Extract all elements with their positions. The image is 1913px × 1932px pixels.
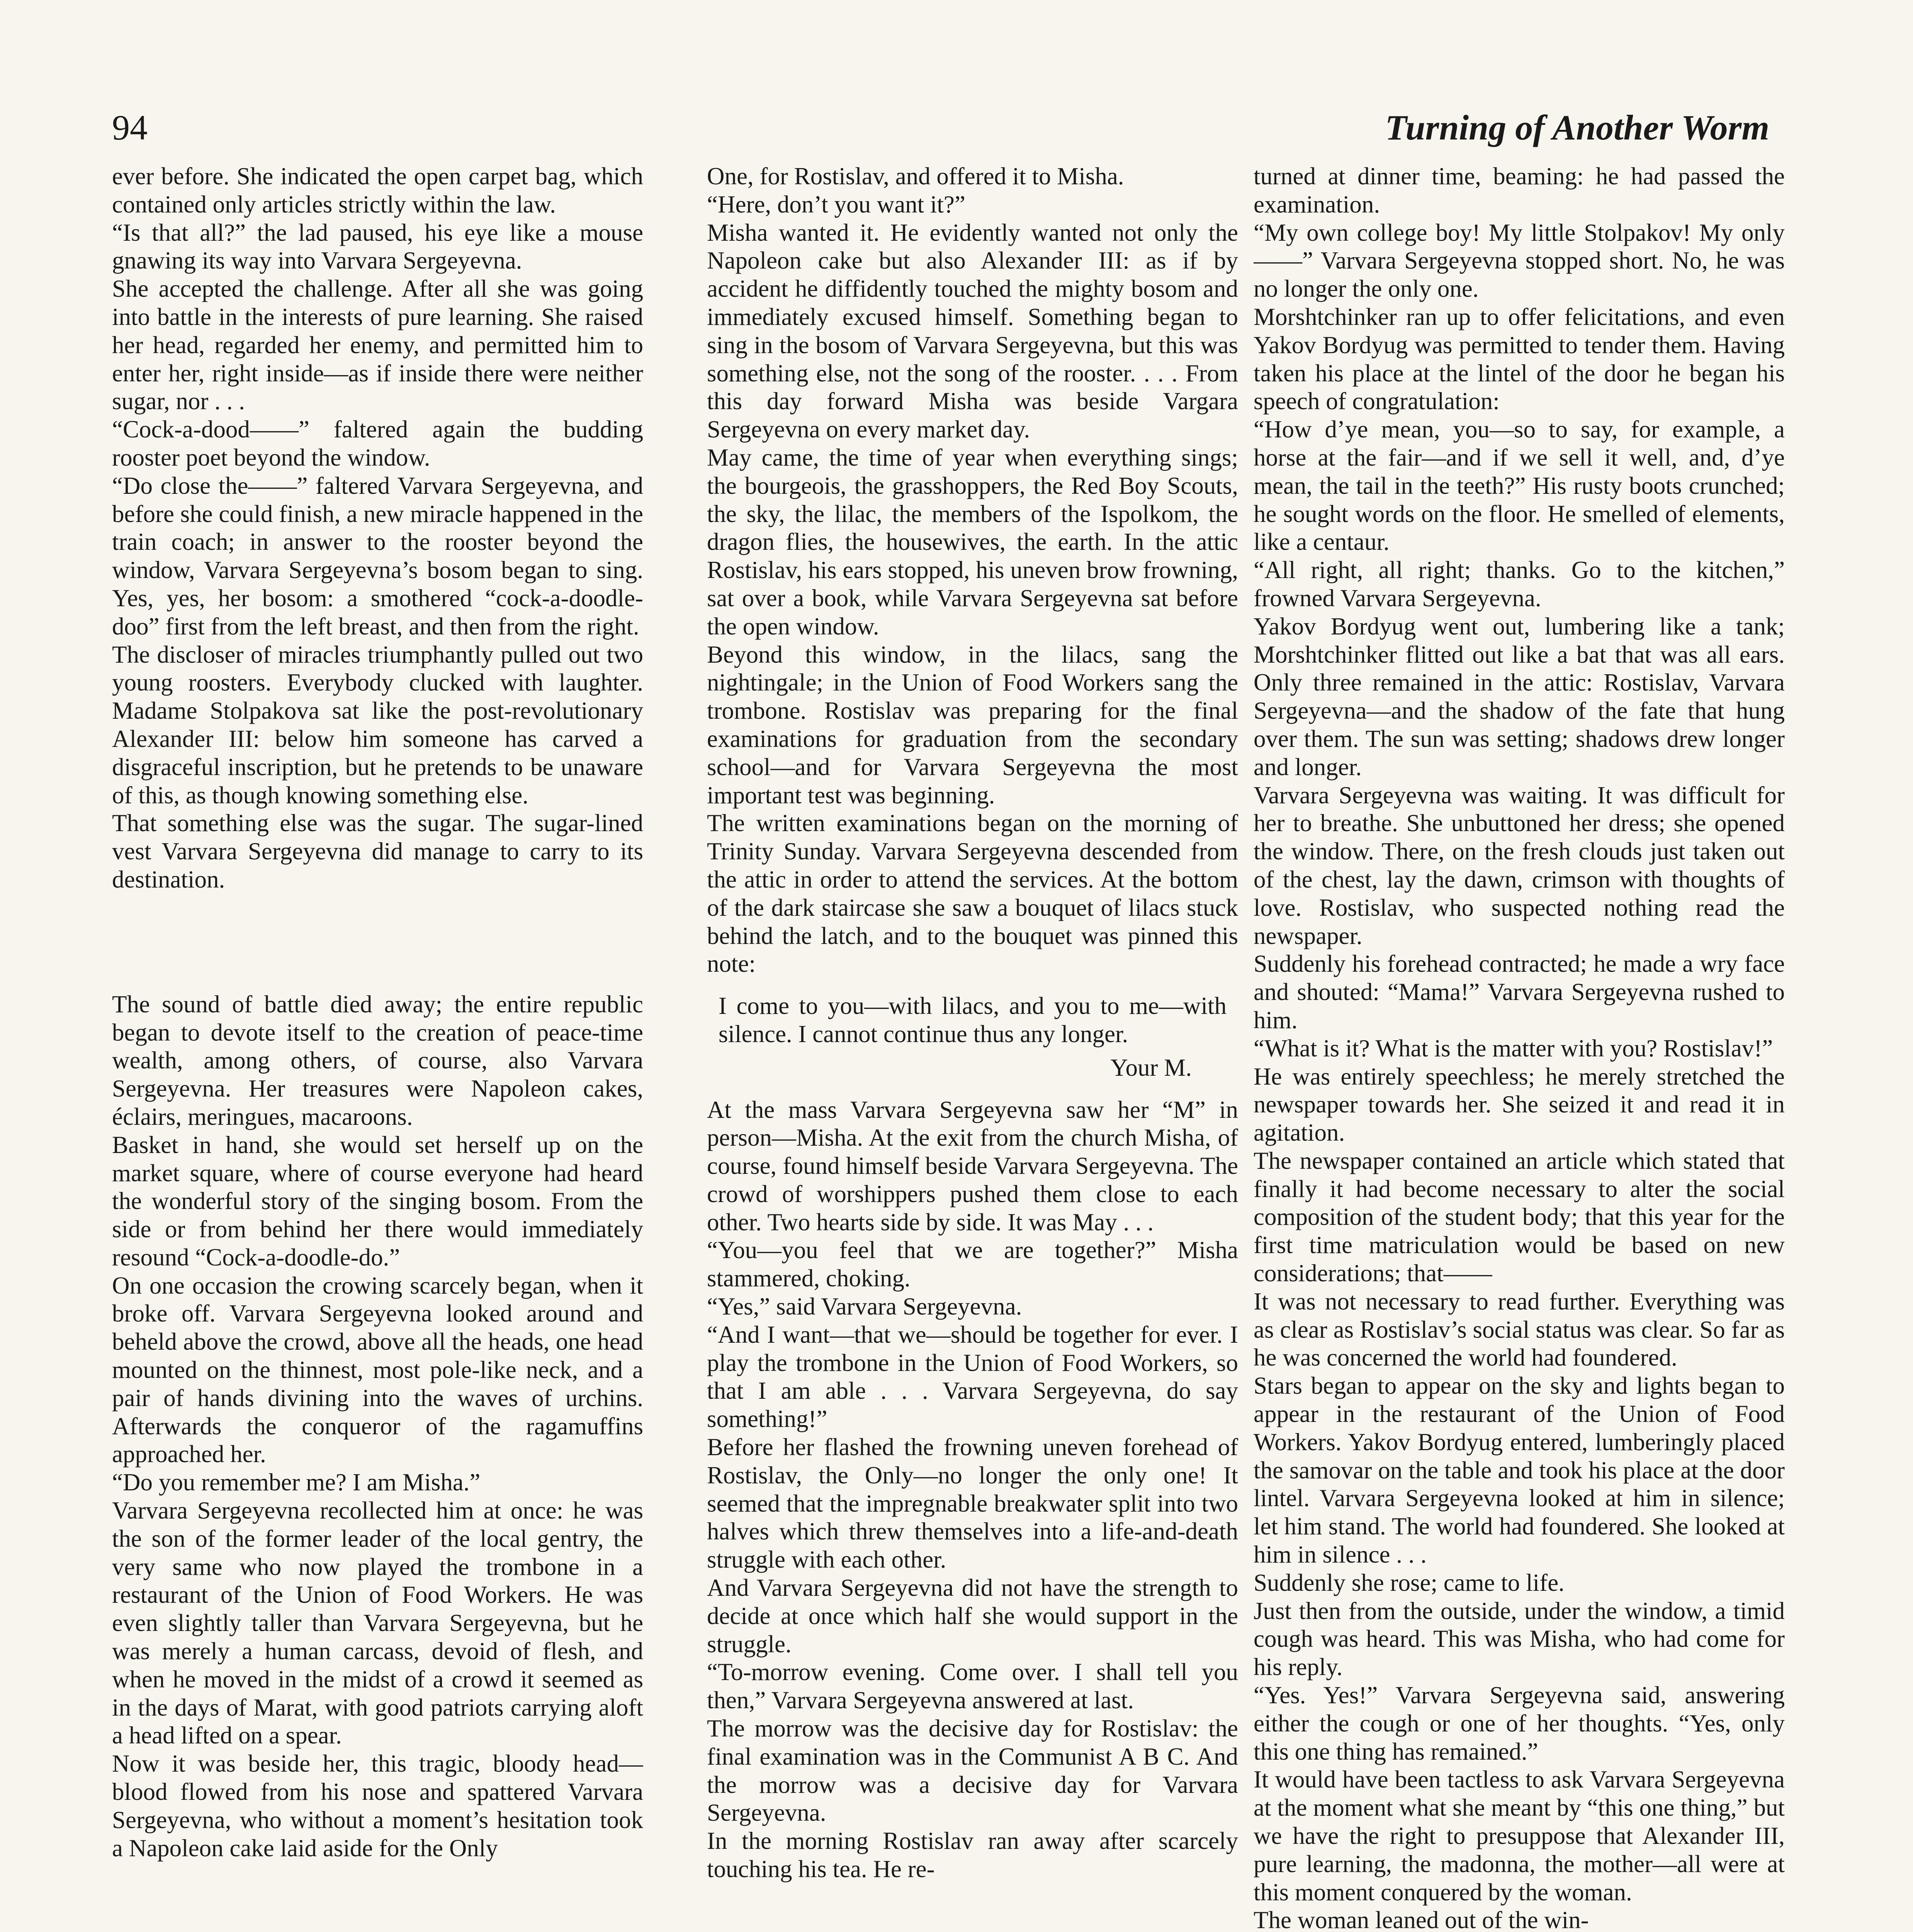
paragraph: “Do you remember me? I am Misha.” xyxy=(112,1469,481,1496)
paragraph: Stars began to appear on the sky and lights began to appear in the restaurant of the Union of Food Workers. Yakov Bordyug entered, lumberingly placed the samovar on the table and took his place at the door lintel. Varvara Sergeyevna looked at him in silence; let him stand. The world had foundered. She looked at him in silence . . . xyxy=(1254,1372,1785,1568)
paragraph: “Cock-a-dood——” faltered again the budding rooster poet beyond the window. xyxy=(112,416,643,471)
paragraph: The newspaper contained an article which stated that finally it had become necessary to alter the social composition of the student body; that this year for the first time matriculation would be based on new considerations; that—— xyxy=(1254,1147,1785,1287)
paragraph: “Here, don’t you want it?” xyxy=(707,190,965,218)
running-title: Turning of Another Worm xyxy=(1385,108,1769,147)
text-column-2 xyxy=(707,162,1238,1932)
paragraph: “And I want—that we—should be together for ever. I play the trombone in the Union of Food Workers, so that I am able . . . Varvara Sergeyevna, do say something!” xyxy=(707,1321,1238,1433)
paragraph: “Yes,” said Varvara Sergeyevna. xyxy=(707,1293,1022,1320)
paragraph: “Is that all?” the lad paused, his eye like a mouse gnawing its way into Varvara Sergeyevna. xyxy=(112,219,643,274)
paragraph: The written examinations began on the morning of Trinity Sunday. Varvara Sergeyevna descended from the attic in order to attend the services. At the bottom of the dark staircase she saw a bouquet of lilacs stuck behind the latch, and to the bouquet was pinned this note: xyxy=(707,810,1238,978)
paragraph: Varvara Sergeyevna recollected him at once: he was the son of the former leader of the local gentry, the very same who now played the trombone in a restaurant of the Union of Food Workers. He was even slightly taller than Varvara Sergeyevna, but he was merely a human carcass, devoid of flesh, and when he moved in the midst of a crowd it seemed as in the days of Marat, with good patriots carrying aloft a head lifted on a spear. xyxy=(112,1497,643,1749)
page-number: 94 xyxy=(112,108,148,147)
paragraph: Morshtchinker ran up to offer felicitations, and even Yakov Bordyug was permitted to tender them. Having taken his place at the lintel of the door he began his speech of congratulation: xyxy=(1254,303,1785,415)
paragraph: “Yes. Yes!” Varvara Sergeyevna said, answering either the cough or one of her thoughts. “Yes, only this one thing has remained.” xyxy=(1254,1682,1785,1765)
paragraph: She accepted the challenge. After all she was going into battle in the interests of pure learning. She raised her head, regarded her enemy, and permitted him to enter her, right inside—as if inside there were neither sugar, nor . . . xyxy=(112,275,643,415)
paragraph: One, for Rostislav, and offered it to Misha. xyxy=(707,163,1124,190)
paragraph: At the mass Varvara Sergeyevna saw her “M” in person—Misha. At the exit from the church Misha, of course, found himself beside Varvara Sergeyevna. The crowd of worshippers pushed them close to each other. Two hearts side by side. It was May . . . xyxy=(707,1096,1238,1236)
paragraph: And Varvara Sergeyevna did not have the strength to decide at once which half she would support in the struggle. xyxy=(707,1574,1238,1658)
paragraph: “To-morrow evening. Come over. I shall tell you then,” Varvara Sergeyevna answered at last. xyxy=(707,1658,1238,1714)
section-break xyxy=(112,894,643,990)
paragraph: On one occasion the crowing scarcely began, when it broke off. Varvara Sergeyevna looked around and beheld above the crowd, above all the heads, one head mounted on the thinnest, most pole-like neck, and a pair of hands divining into the waves of urchins. Afterwards the conqueror of the ragamuffins approached her. xyxy=(112,1272,643,1468)
paragraph: “Do close the——” faltered Varvara Sergeyevna, and before she could finish, a new miracle happened in the train coach; in answer to the rooster beyond the window, Varvara Sergeyevna’s bosom began to sing. Yes, yes, her bosom: a smothered “cock-a-doodle-doo” first from the left breast, and then from the right. xyxy=(112,472,643,640)
paragraph: turned at dinner time, beaming: he had passed the examination. xyxy=(1254,163,1785,218)
paragraph: Basket in hand, she would set herself up on the market square, where of course everyone had heard the wonderful story of the singing bosom. From the side or from behind her there would immediately resound “Cock-a-doodle-do.” xyxy=(112,1131,643,1271)
paragraph: He was entirely speechless; he merely stretched the newspaper towards her. She seized it and read it in agitation. xyxy=(1254,1063,1785,1146)
paragraph: It was not necessary to read further. Everything was as clear as Rostislav’s social status was clear. So far as he was concerned the world had foundered. xyxy=(1254,1287,1785,1371)
paragraph: Varvara Sergeyevna was waiting. It was difficult for her to breathe. She unbuttoned her dress; she opened the window. There, on the fresh clouds just taken out of the chest, lay the dawn, crimson with thoughts of love. Rostislav, who suspected nothing read the newspaper. xyxy=(1254,781,1785,949)
paragraph: The sound of battle died away; the entire republic began to devote itself to the creation of peace-time wealth, among others, of course, also Varvara Sergeyevna. Her treasures were Napoleon cakes, éclairs, meringues, macaroons. xyxy=(112,990,643,1130)
note-signature: Your M. xyxy=(1110,1054,1192,1081)
paragraph: That something else was the sugar. The sugar-lined vest Varvara Sergeyevna did manage to carry to its destination. xyxy=(112,810,643,893)
paragraph: “You—you feel that we are together?” Misha stammered, choking. xyxy=(707,1236,1238,1292)
text-column-1 xyxy=(112,162,643,1932)
lilac-note xyxy=(707,992,1238,1082)
note-text: I come to you—with lilacs, and you to me—with silence. I cannot continue thus any longer. xyxy=(719,992,1227,1048)
paragraph: Yakov Bordyug went out, lumbering like a tank; Morshtchinker flitted out like a bat that was all ears. Only three remained in the attic: Rostislav, Varvara Sergeyevna—and the shadow of the fate that hung over them. The sun was setting; shadows drew longer and longer. xyxy=(1254,612,1785,781)
paragraph: May came, the time of year when everything sings; the bourgeois, the grasshoppers, the Red Boy Scouts, the sky, the lilac, the members of the Ispolkom, the dragon flies, the housewives, the earth. In the attic Rostislav, his ears stopped, his uneven brow frowning, sat over a book, while Varvara Sergeyevna sat before the open window. xyxy=(707,444,1238,640)
paragraph: “All right, all right; thanks. Go to the kitchen,” frowned Varvara Sergeyevna. xyxy=(1254,556,1785,612)
paragraph: Just then from the outside, under the window, a timid cough was heard. This was Misha, who had come for his reply. xyxy=(1254,1597,1785,1681)
paragraph: The discloser of miracles triumphantly pulled out two young roosters. Everybody clucked with laughter. Madame Stolpakova sat like the post-revolutionary Alexander III: below him someone has carved a disgraceful inscription, but he pretends to be unaware of this, as though knowing something else. xyxy=(112,641,643,809)
paragraph: In the morning Rostislav ran away after scarcely touching his tea. He re- xyxy=(707,1827,1238,1883)
page-header xyxy=(112,104,1769,170)
paragraph: Beyond this window, in the lilacs, sang the nightingale; in the Union of Food Workers sang the trombone. Rostislav was preparing for the final examinations for graduation from the secondary school—and for Varvara Sergeyevna the most important test was beginning. xyxy=(707,641,1238,809)
paragraph: Suddenly she rose; came to life. xyxy=(1254,1569,1565,1596)
paragraph: ever before. She indicated the open carpet bag, which contained only articles strictly within the law. xyxy=(112,163,643,218)
paragraph: It would have been tactless to ask Varvara Sergeyevna at the moment what she meant by “this one thing,” but we have the right to presuppose that Alexander III, pure learning, the madonna, the mother—all were at this moment conquered by the woman. xyxy=(1254,1766,1785,1906)
paragraph: Before her flashed the frowning uneven forehead of Rostislav, the Only—no longer the only one! It seemed that the impregnable breakwater split into two halves which threw themselves into a life-and-death struggle with each other. xyxy=(707,1434,1238,1573)
paragraph: “My own college boy! My little Stolpakov! My only——” Varvara Sergeyevna stopped short. No, he was no longer the only one. xyxy=(1254,219,1785,303)
text-column-3 xyxy=(1254,162,1785,1932)
paragraph: The morrow was the decisive day for Rostislav: the final examination was in the Communist A B C. And the morrow was a decisive day for Varvara Sergeyevna. xyxy=(707,1715,1238,1827)
paragraph: Misha wanted it. He evidently wanted not only the Napoleon cake but also Alexander III: as if by accident he diffidently touched the mighty bosom and immediately excused himself. Something began to sing in the bosom of Varvara Sergeyevna, but this was something else, not the song of the rooster. . . . From this day forward Misha was beside Vargara Sergeyevna on every market day. xyxy=(707,219,1238,443)
paragraph: Suddenly his forehead contracted; he made a wry face and shouted: “Mama!” Varvara Sergeyevna rushed to him. xyxy=(1254,950,1785,1034)
paragraph: “How d’ye mean, you—so to say, for example, a horse at the fair—and if we sell it well, and, d’ye mean, the tail in the teeth?” His rusty boots crunched; he sought words on the floor. He smelled of elements, like a centaur. xyxy=(1254,416,1785,556)
paragraph: The woman leaned out of the win- xyxy=(1254,1906,1589,1932)
paragraph: “What is it? What is the matter with you? Rostislav!” xyxy=(1254,1034,1773,1062)
paragraph: Now it was beside her, this tragic, bloody head—blood flowed from his nose and spattered Varvara Sergeyevna, who without a moment’s hesitation took a Napoleon cake laid aside for the Only xyxy=(112,1750,643,1862)
